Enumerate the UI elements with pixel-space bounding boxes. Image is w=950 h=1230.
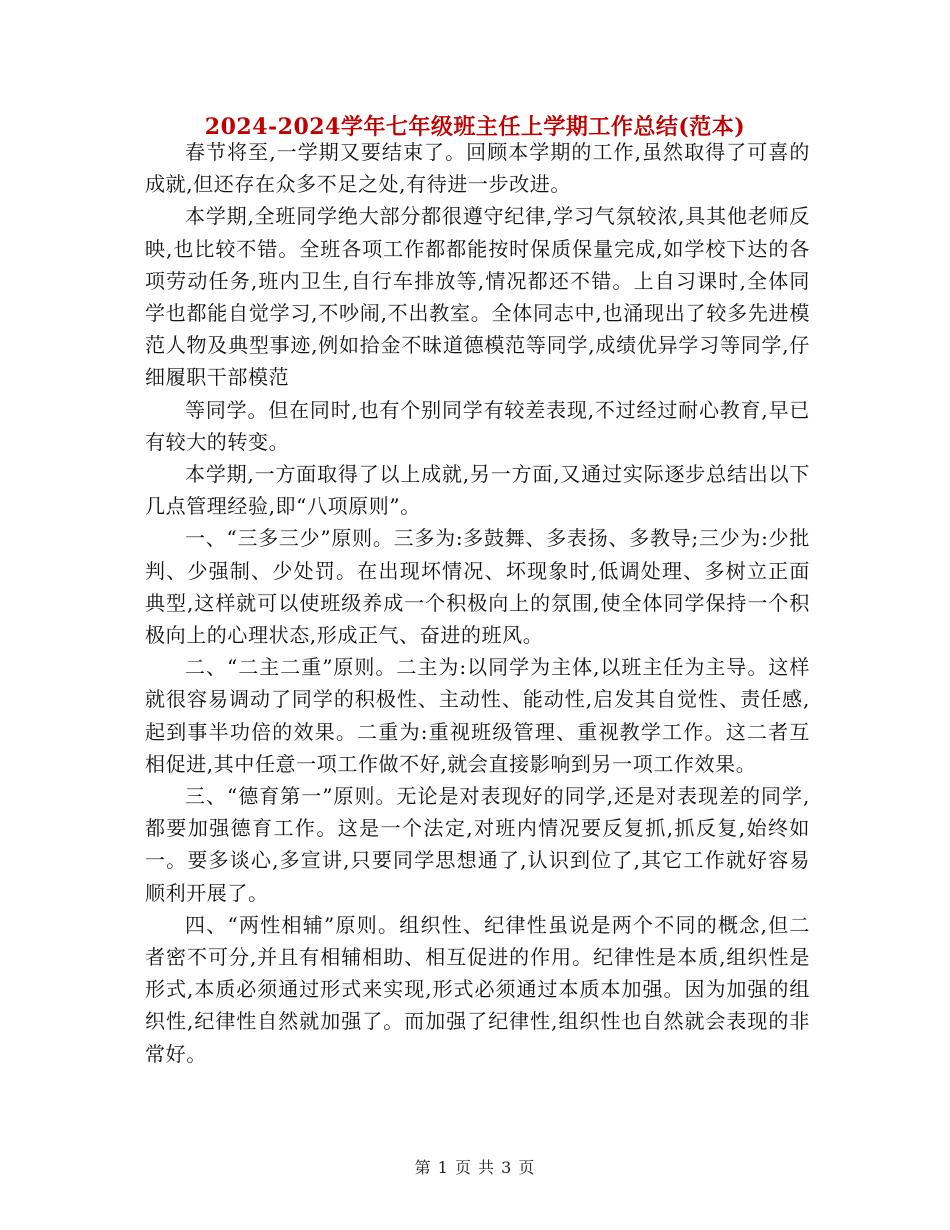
paragraph: 本学期,全班同学绝大部分都很遵守纪律,学习气氛较浓,具其他老师反映,也比较不错。全班各项工作都都能按时保质保量完成,如学校下达的各项劳动任务,班内卫生,自行车排放等,情况都还不错。上自习课时,全体同学也都能自觉学习,不吵闹,不出教室。全体同志中,也涌现出了较多先进模范人物及典型事迹,例如拾金不昧道德模范等同学,成绩优异学习等同学,仔细履职干部模范 <box>145 204 810 390</box>
page-footer: 第 1 页 共 3 页 <box>414 1158 536 1177</box>
paragraph: 一、“三多三少”原则。三多为:多鼓舞、多表扬、多教导;三少为:少批判、少强制、少处罚。在出现坏情况、坏现象时,低调处理、多树立正面典型,这样就可以使班级养成一个积极向上的氛围,使全体同学保持一个积极向上的心理状态,形成正气、奋进的班风。 <box>145 526 810 648</box>
paragraph: 本学期,一方面取得了以上成就,另一方面,又通过实际逐步总结出以下几点管理经验,即“八项原则”。 <box>145 462 810 519</box>
document-title: 2024-2024学年七年级班主任上学期工作总结(范本) <box>204 114 746 140</box>
paragraph: 三、“德育第一”原则。无论是对表现好的同学,还是对表现差的同学,都要加强德育工作。这是一个法定,对班内情况要反复抓,抓反复,始终如一。要多谈心,多宣讲,只要同学思想通了,认识到位了,其它工作就好容易顺利开展了。 <box>145 784 810 905</box>
paragraph: 春节将至,一学期又要结束了。回顾本学期的工作,虽然取得了可喜的成就,但还存在众多不足之处,有待进一步改进。 <box>145 140 810 197</box>
paragraph: 四、“两性相辅”原则。组织性、纪律性虽说是两个不同的概念,但二者密不可分,并且有相辅相助、相互促进的作用。纪律性是本质,组织性是形式,本质必须通过形式来实现,形式必须通过本质本加强。因为加强的组织性,纪律性自然就加强了。而加强了纪律性,组织性也自然就会表现的非常好。 <box>145 912 810 1066</box>
paragraph: 等同学。但在同时,也有个别同学有较差表现,不过经过耐心教育,早已有较大的转变。 <box>145 397 810 454</box>
paragraph: 二、“二主二重”原则。二主为:以同学为主体,以班主任为主导。这样就很容易调动了同学的积极性、主动性、能动性,启发其自觉性、责任感,起到事半功倍的效果。二重为:重视班级管理、重视教学工作。这二者互相促进,其中任意一项工作做不好,就会直接影响到另一项工作效果。 <box>145 655 810 776</box>
document-body <box>145 136 810 1070</box>
